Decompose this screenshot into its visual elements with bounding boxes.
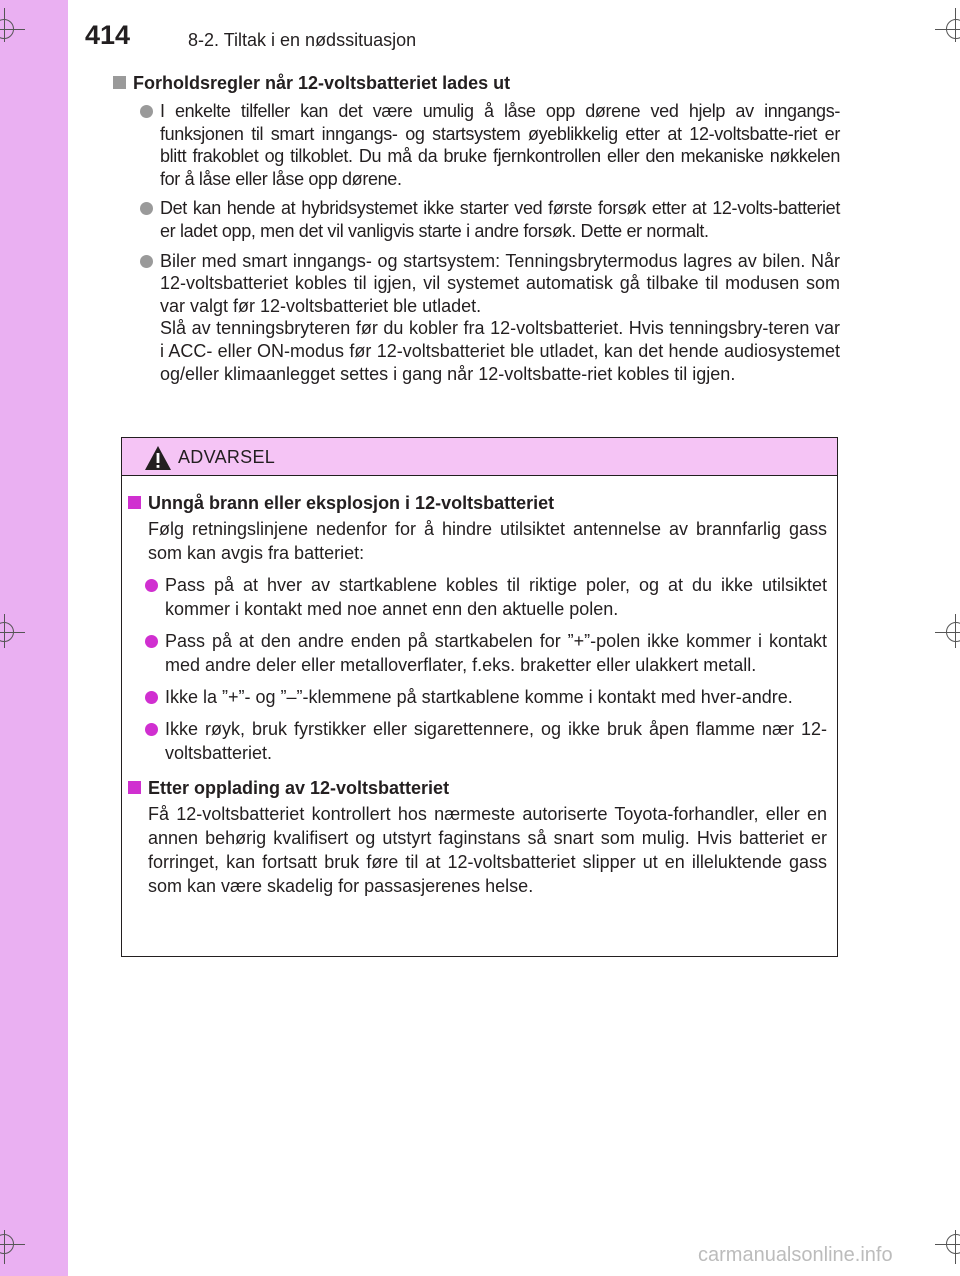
round-bullet-icon bbox=[145, 635, 158, 648]
list-item-text: Pass på at hver av startkablene kobles til riktige poler, og at du ikke utilsiktet kommer i kontakt med noe annet enn den aktuelle polen. bbox=[165, 575, 827, 619]
list-item bbox=[113, 197, 840, 242]
square-bullet-icon bbox=[128, 496, 141, 509]
round-bullet-icon bbox=[140, 255, 153, 268]
list-item bbox=[128, 685, 827, 709]
list-item-text: Det kan hende at hybridsystemet ikke starter ved første forsøk etter at 12-volts-batteriet er ladet opp, men det vil vanligvis starte i andre forsøk. Dette er normalt. bbox=[160, 198, 840, 241]
list-item bbox=[128, 717, 827, 765]
watermark: carmanualsonline.info bbox=[698, 1244, 893, 1266]
list-item-text: Ikke røyk, bruk fyrstikker eller sigarettennere, og ikke bruk åpen flamme nær 12-voltsbatteriet. bbox=[165, 719, 827, 763]
round-bullet-icon bbox=[145, 723, 158, 736]
warning-body bbox=[122, 476, 837, 898]
section-heading bbox=[113, 72, 840, 94]
warning-heading bbox=[128, 777, 827, 799]
round-bullet-icon bbox=[140, 202, 153, 215]
list-item bbox=[128, 573, 827, 621]
warning-intro: Følg retningslinjene nedenfor for å hindre utilsiktet antennelse av brannfarlig gass som kan avgis fra batteriet: bbox=[148, 519, 827, 563]
warning-title: ADVARSEL bbox=[178, 447, 276, 467]
section-heading-text: Forholdsregler når 12-voltsbatteriet lades ut bbox=[133, 73, 511, 93]
square-bullet-icon bbox=[128, 781, 141, 794]
warning-heading-text: Unngå brann eller eksplosjon i 12-voltsbatteriet bbox=[148, 493, 555, 513]
list-item-text: Biler med smart inngangs- og startsystem: Tenningsbrytermodus lagres av bilen. Når 12-voltsbatteriet kobles til igjen, vil systemet automatisk gå tilbake til modusen som var valgt før 12-voltsbatteriet ble utladet. bbox=[160, 250, 840, 316]
warning-triangle-icon bbox=[144, 445, 172, 471]
warning-heading bbox=[128, 492, 827, 514]
list-item bbox=[128, 629, 827, 677]
list-item-continuation: Slå av tenningsbryteren før du kobler fra 12-voltsbatteriet. Hvis tenningsbry-teren var i ACC- eller ON-modus før 12-voltsbatteriet ble utladet, kan det hende audiosystemet og/eller klimaanlegget settes i gang når 12-voltsbatte-riet kobles til igjen. bbox=[160, 318, 840, 384]
section-title: 8-2. Tiltak i en nødssituasjon bbox=[188, 30, 417, 50]
list-item-text: Pass på at den andre enden på startkabelen for ”+”-polen ikke kommer i kontakt med andre deler eller metalloverflater, f.eks. braketter eller ulakkert metall. bbox=[165, 631, 827, 675]
page-number: 414 bbox=[85, 20, 131, 50]
warning-heading-text: Etter opplading av 12-voltsbatteriet bbox=[148, 778, 450, 798]
square-bullet-icon bbox=[113, 76, 126, 89]
list-item-text: Ikke la ”+”- og ”–”-klemmene på startkablene komme i kontakt med hver-andre. bbox=[165, 687, 793, 707]
main-content bbox=[113, 72, 840, 385]
list-item-text: I enkelte tilfeller kan det være umulig å låse opp dørene ved hjelp av inngangs-funksjonen til smart inngangs- og startsystem øyeblikkelig etter at 12-voltsbatte-riet er blitt frakoblet og tilkoblet. Du må da bruke fjernkontrollen eller den mekaniske nøkkelen for å låse eller låse opp dørene. bbox=[160, 101, 840, 189]
round-bullet-icon bbox=[140, 105, 153, 118]
round-bullet-icon bbox=[145, 579, 158, 592]
list-item bbox=[113, 250, 840, 386]
warning-paragraph: Få 12-voltsbatteriet kontrollert hos nærmeste autoriserte Toyota-forhandler, eller en annen behørig kvalifisert og utstyrt faginstans så snart som mulig. Hvis batteriet er forringet, kan fortsatt bruk føre til at 12-voltsbatteriet slipper ut en illeluktende gass som kan være skadelig for passasjerenes helse. bbox=[148, 804, 827, 896]
round-bullet-icon bbox=[145, 691, 158, 704]
warning-header bbox=[122, 438, 837, 476]
list-item bbox=[113, 100, 840, 190]
warning-box bbox=[121, 437, 838, 957]
